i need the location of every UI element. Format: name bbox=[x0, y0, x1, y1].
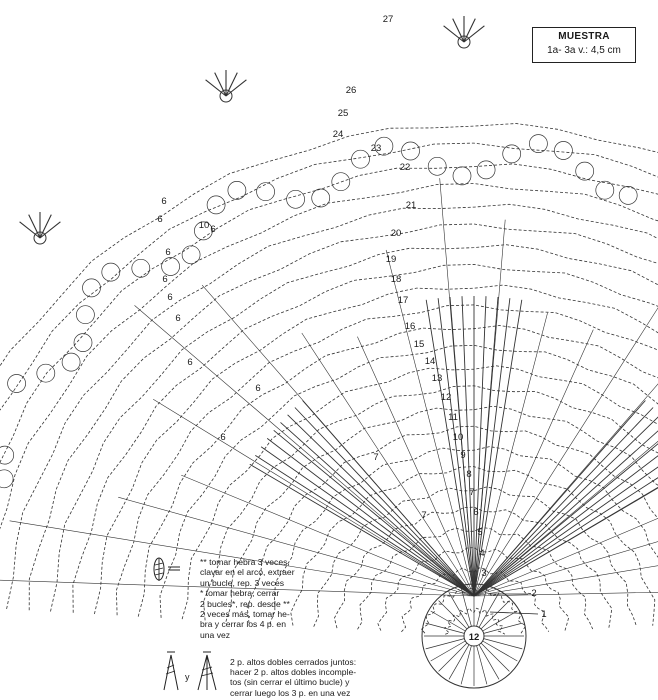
edge-loop bbox=[554, 142, 572, 160]
legend-cluster-line: bra y cerrar los 4 p. en bbox=[200, 619, 286, 630]
left-round-label: 6 bbox=[187, 357, 193, 368]
legend-double-treble-text bbox=[230, 657, 380, 698]
stem-round-label: 16 bbox=[404, 321, 416, 332]
pineapple-stitch bbox=[438, 298, 474, 596]
center-stitch bbox=[426, 639, 465, 649]
round-arc bbox=[0, 184, 658, 608]
stem-round-label: 23 bbox=[370, 143, 382, 154]
edge-loop bbox=[332, 173, 350, 191]
legend-cluster-line: 2 bucles*, rep. desde ** bbox=[200, 598, 290, 609]
center-stitch bbox=[481, 643, 509, 671]
stem-round-label: 5 bbox=[477, 527, 483, 538]
legend-cluster-line: ** tomar hebra 3 veces, bbox=[200, 557, 290, 567]
edge-loop bbox=[312, 189, 330, 207]
stem-round-label: 4 bbox=[479, 548, 485, 559]
stem-round-label: 26 bbox=[345, 85, 357, 96]
stem-round-label: 13 bbox=[431, 373, 443, 384]
stem-round-label: 3 bbox=[481, 568, 487, 579]
star-motif-petal bbox=[464, 26, 484, 42]
legend-double-treble-line: 2 p. altos dobles cerrados juntos: bbox=[230, 657, 357, 667]
edge-loop bbox=[352, 150, 370, 168]
center-stitch bbox=[439, 601, 467, 629]
stem-round-label: 20 bbox=[390, 228, 402, 239]
center-stitch bbox=[477, 646, 487, 685]
left-round-label: 6 bbox=[220, 432, 226, 443]
left-round-label: 6 bbox=[161, 196, 167, 207]
left-round-label: 6 bbox=[157, 214, 163, 225]
edge-loop bbox=[257, 183, 275, 201]
center-stitch bbox=[484, 639, 523, 649]
left-round-label: 6 bbox=[255, 383, 261, 394]
stem-round-label: 18 bbox=[390, 274, 402, 285]
center-stitch bbox=[449, 645, 469, 680]
center-stitch bbox=[479, 593, 499, 628]
edge-loop bbox=[596, 181, 614, 199]
edge-loop bbox=[37, 364, 55, 382]
sample-title: MUESTRA bbox=[558, 31, 610, 42]
edge-loop bbox=[76, 306, 94, 324]
stem-round-label: 9 bbox=[460, 450, 466, 461]
edge-loop bbox=[619, 186, 637, 204]
stem-round-label: 27 bbox=[382, 14, 394, 25]
round-labels bbox=[157, 14, 546, 643]
stem-round-label: 7 bbox=[469, 487, 475, 498]
star-motif-petal bbox=[464, 19, 475, 42]
pineapple-stitch bbox=[295, 408, 474, 597]
stem-round-label: 22 bbox=[399, 162, 411, 173]
round-arc bbox=[116, 305, 658, 616]
stem-round-label: 10 bbox=[452, 432, 464, 443]
edge-loop bbox=[402, 142, 420, 160]
center-stitch bbox=[483, 611, 518, 631]
double-treble-together-symbol-icon bbox=[158, 650, 226, 696]
pineapple-stitch bbox=[426, 300, 474, 596]
center-stitch bbox=[426, 623, 465, 633]
pineapple-stitch bbox=[474, 408, 653, 597]
stem-round-label: 25 bbox=[337, 108, 349, 119]
legend-double-treble-line: cerrar luego los 3 p. en una vez bbox=[230, 687, 351, 698]
stem-round-label: 17 bbox=[397, 295, 409, 306]
stem-round-label: 24 bbox=[332, 129, 344, 140]
edge-loop bbox=[8, 375, 26, 393]
round-arc bbox=[0, 164, 658, 607]
round-arc bbox=[7, 204, 658, 609]
round-arc bbox=[29, 224, 658, 610]
center-stitch bbox=[479, 645, 499, 680]
round-arc bbox=[51, 245, 658, 612]
edge-loop bbox=[503, 145, 521, 163]
center-stitch bbox=[449, 593, 469, 628]
radial-spoke bbox=[474, 273, 658, 596]
center-stitch bbox=[483, 641, 518, 661]
stem-round-label: 15 bbox=[413, 339, 425, 350]
legend-cluster-line: clavar en el arco, extraer bbox=[200, 567, 295, 578]
cluster-stitch-symbol-icon bbox=[150, 556, 196, 584]
stem-round-label: 11 bbox=[448, 412, 458, 423]
legend-cluster-text bbox=[200, 557, 320, 640]
edge-loop bbox=[576, 162, 594, 180]
left-round-label: 6 bbox=[210, 224, 216, 235]
star-motif-petal bbox=[40, 222, 60, 238]
edge-loop bbox=[182, 246, 200, 264]
star-motif-petal bbox=[40, 215, 51, 238]
legend-double-treble-line: hacer 2 p. altos dobles incomple- bbox=[230, 667, 357, 678]
edge-loop bbox=[132, 259, 150, 277]
legend-cluster-line: un bucle, rep. 3 veces bbox=[200, 577, 285, 588]
round-label-1: 1 bbox=[541, 609, 547, 620]
star-motif-petal bbox=[444, 26, 464, 42]
center-stitch bbox=[431, 641, 466, 661]
radial-spoke bbox=[474, 344, 658, 596]
star-motif-petal bbox=[29, 215, 40, 238]
stem-round-label: 21 bbox=[405, 200, 417, 211]
pineapple-stitch bbox=[462, 296, 474, 596]
pineapple-stitch bbox=[474, 401, 645, 597]
left-round-label: 6 bbox=[175, 313, 181, 324]
legend-cluster-line: una vez bbox=[200, 629, 231, 640]
upper-left-round-label: 10 bbox=[198, 220, 210, 231]
round-label-2: 2 bbox=[531, 588, 537, 599]
star-motif-petal bbox=[453, 19, 464, 42]
star-motif-petal bbox=[226, 73, 237, 96]
left-round-label: 7 bbox=[373, 452, 379, 463]
left-round-label: 6 bbox=[167, 292, 173, 303]
star-motif-petal bbox=[20, 222, 40, 238]
stem-round-label: 19 bbox=[385, 254, 397, 265]
edge-loop bbox=[102, 263, 120, 281]
center-stitch bbox=[484, 623, 523, 633]
edge-loop bbox=[228, 181, 246, 199]
stem-round-label: 6 bbox=[473, 507, 479, 518]
center-stitch bbox=[461, 646, 471, 685]
edge-loop bbox=[453, 167, 471, 185]
edge-loop bbox=[74, 334, 92, 352]
center-round-label: 12 bbox=[468, 632, 480, 643]
edge-loop bbox=[477, 161, 495, 179]
edge-loop bbox=[62, 353, 80, 371]
star-motif-petal bbox=[206, 80, 226, 96]
legend-double-treble-line: tos (sin cerrar el último bucle) y bbox=[230, 677, 350, 688]
stem-round-label: 14 bbox=[424, 356, 436, 367]
star-motif-petal bbox=[226, 80, 246, 96]
radial-spoke bbox=[474, 262, 658, 597]
stem-round-label: 8 bbox=[466, 469, 472, 480]
lace-mesh bbox=[0, 124, 658, 635]
edge-loop bbox=[162, 258, 180, 276]
stem-round-label: 12 bbox=[440, 392, 452, 403]
edge-loop bbox=[287, 190, 305, 208]
sample-gauge-box bbox=[532, 27, 636, 63]
center-stitch bbox=[439, 643, 467, 671]
left-round-label: 7 bbox=[421, 510, 427, 521]
legend-cluster-line: 2 veces más, tomar he- bbox=[200, 609, 290, 620]
sample-gauge: 1a- 3a v.: 4,5 cm bbox=[547, 45, 621, 56]
left-round-label: 6 bbox=[165, 247, 171, 258]
star-motif-petal bbox=[215, 73, 226, 96]
legend-connector: y bbox=[185, 672, 190, 682]
center-stitch bbox=[481, 601, 509, 629]
left-round-label: 6 bbox=[162, 274, 168, 285]
edge-loop bbox=[428, 157, 446, 175]
edge-loop bbox=[0, 470, 13, 488]
legend-cluster-line: * tomar hebra, cerrar bbox=[200, 588, 280, 599]
